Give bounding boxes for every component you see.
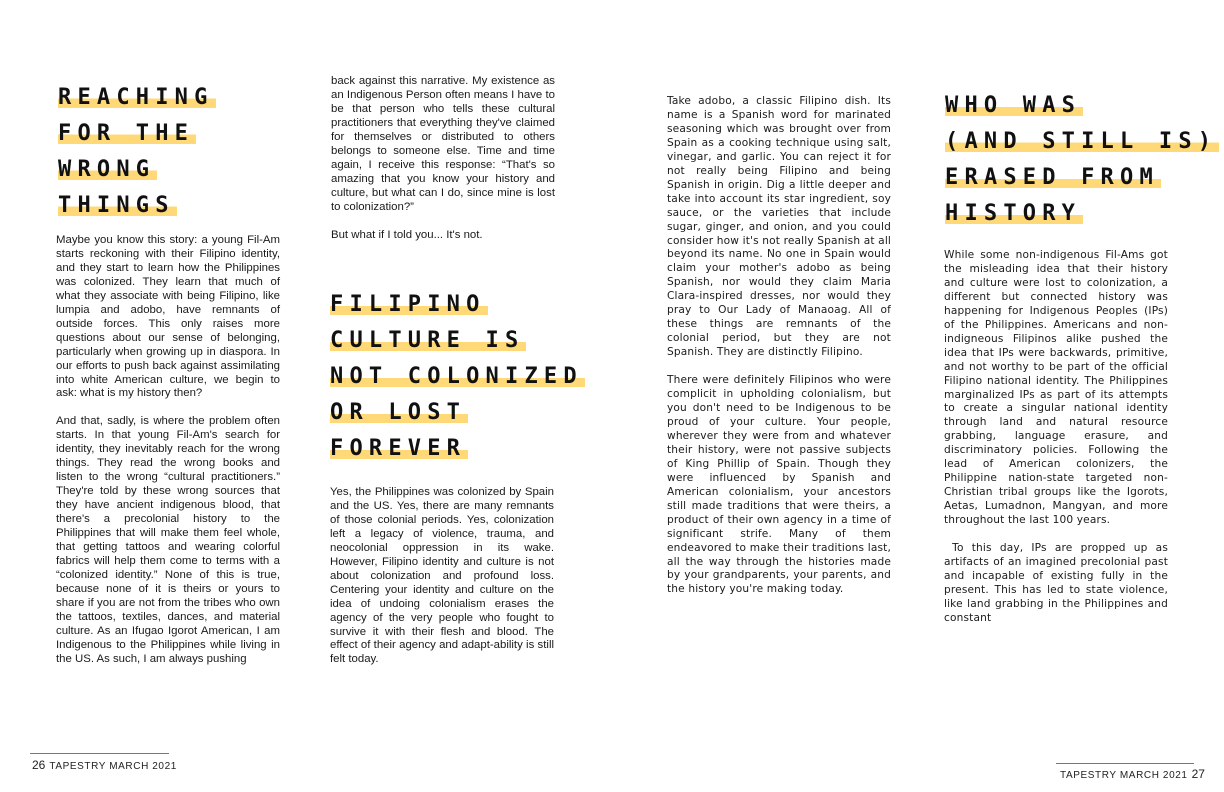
heading-line-text: WHO WAS	[945, 93, 1082, 118]
magazine-issue-left: TAPESTRY MARCH 2021	[49, 761, 177, 772]
heading-line	[330, 395, 585, 431]
body-paragraph: And that, sadly, is where the problem often starts. In that young Fil-Am's search for identity, they inevitably reach for the wrong things. They read the wrong books and listen to the wrong “cultural practitioners.” They're told by these wrong sources that they have ancient indigenous blood, that there's a precolonial history to the Philippines that will make them feel whole, that getting tattoos and wearing colorful fabrics will help them come to terms with a “colonized identity.” None of this is true, because none of it is theirs or yours to share if you are not from the tribes who own the tattoos, textiles, dances, and material culture. As an Ifugao Igorot American, I am Indigenous to the Philippines while living in the US. As such, I am always pushing	[56, 415, 280, 665]
heading-line	[58, 116, 216, 152]
heading-line	[330, 323, 585, 359]
right-folio	[1060, 767, 1205, 781]
heading-line	[945, 124, 1219, 160]
heading-line	[58, 188, 216, 224]
body-paragraph: There were definitely Filipinos who were complicit in upholding colonialism, but you don't need to be Indigenous to be proud of your culture. Your people, wherever they were from and whatever their history, were not passive subjects of King Phillip of Spain. Though they were influenced by Spanish and American colonialism, your ancestors still made traditions that were theirs, a product of their own agency in a time of significant strife. Many of them endeavored to make their traditions last, all the way through the histories made by your grandparents, your parents, and the history you're making today.	[667, 374, 891, 596]
column-2-body-continued	[330, 486, 554, 681]
heading-line	[58, 80, 216, 116]
heading-line-text: (AND STILL IS)	[945, 129, 1218, 154]
heading-line	[330, 359, 585, 395]
heading-line	[945, 88, 1219, 124]
page-number-right: 27	[1191, 767, 1205, 781]
heading-line	[58, 152, 216, 188]
heading-filipino-culture-is-not-colonized	[330, 287, 585, 467]
heading-line	[945, 160, 1219, 196]
column-3-body	[667, 95, 891, 611]
heading-line-text: CULTURE IS	[330, 328, 525, 353]
heading-reaching-for-the-wrong-things	[58, 80, 216, 224]
left-folio-rule	[30, 753, 169, 754]
heading-line	[330, 287, 585, 323]
body-paragraph: To this day, IPs are propped up as artifacts of an imagined precolonial past and incapable of existing fully in the present. This has led to state violence, like land grabbing in the Philippines and constant	[944, 542, 1168, 624]
heading-line-text: ERASED FROM	[945, 165, 1159, 190]
magazine-issue-right: TAPESTRY MARCH 2021	[1060, 770, 1188, 781]
heading-line	[330, 431, 585, 467]
heading-line-text: OR LOST	[330, 400, 467, 425]
heading-line-text: WRONG	[58, 157, 156, 182]
heading-line-text: REACHING	[58, 85, 214, 110]
body-paragraph: Take adobo, a classic Filipino dish. Its name is a Spanish word for marinated seasoning which was brought over from Spain as a cooking technique using salt, vinegar, and garlic. You can reject it for not really being Filipino and being Spanish in origin. Dig a little deeper and take into account its star ingredient, soy sauce, or the varieties that include sugar, ginger, and onion, and you could consider how it's not really Spanish at all beyond its name. No one in Spain would claim your mother's adobo as being Spanish, nor would they claim Maria Clara-inspired dresses, nor would they pray to Our Lady of Manaoag. All of these things are remnants of the colonial period, but they are not Spanish. They are distinctly Filipino.	[667, 95, 891, 359]
heading-line-text: FOREVER	[330, 436, 467, 461]
column-2-body	[331, 75, 555, 256]
column-1-body	[56, 234, 280, 681]
body-paragraph: back against this narrative. My existence as an Indigenous Person often means I have to be that person who tells these cultural practitioners that everything they've claimed for themselves or distributed to others belongs to someone else. Time and time again, I receive this response: “That's so amazing that you know your history and culture, but what can I do, since mine is lost to colonization?”	[331, 75, 555, 213]
body-paragraph: Yes, the Philippines was colonized by Spain and the US. Yes, there are many remnants of those colonial periods. Yes, colonization left a legacy of violence, trauma, and neocolonial oppression in its wake. However, Filipino identity and culture is not about colonization and profound loss. Centering your identity and culture on the idea of undoing colonialism erases the agency of the very people who fought to survive it with their flesh and blood. The effect of their agency and adapt-ability is still felt today.	[330, 486, 554, 666]
left-folio	[32, 758, 177, 772]
heading-line-text: FOR THE	[58, 121, 195, 146]
column-4-body	[944, 249, 1168, 640]
heading-line-text: THINGS	[58, 193, 175, 218]
right-folio-rule	[1056, 763, 1194, 764]
heading-line-text: FILIPINO	[330, 292, 486, 317]
heading-line	[945, 196, 1219, 232]
body-paragraph: But what if I told you... It's not.	[331, 228, 483, 241]
heading-who-was-erased-from-history	[945, 88, 1219, 232]
heading-line-text: HISTORY	[945, 201, 1082, 226]
page-number-left: 26	[32, 758, 46, 772]
heading-line-text: NOT COLONIZED	[330, 364, 583, 389]
body-paragraph: Maybe you know this story: a young Fil-Am starts reckoning with their Filipino identity, and they start to learn how the Philippines was colonized. They learn that much of what they associate with being Filipino, like lumpia and adobo, have remnants of outside forces. This only raises more questions about our sense of belonging, particularly when growing up in diaspora. In our efforts to push back against assimilating into white American culture, we begin to ask: what is my history then?	[56, 234, 280, 400]
body-paragraph: While some non-indigenous Fil-Ams got the misleading idea that their history and culture were lost to colonization, a different but connected history was happening for Indigenous Peoples (IPs) of the Philippines. Americans and non-indigneous Filipinos alike pushed the idea that IPs were backwards, primitive, and not worthy to be part of the official Filipino national identity. The Philippines marginalized IPs as part of its attempts to create a singular national identity through land and natural resource grabbing, language erasure, and discriminatory policies. Following the lead of American colonizers, the Philippine nation-state targeted non-Christian tribal groups like the Igorots, Aetas, Lumadnon, Mangyan, and more throughout the last 100 years.	[944, 249, 1168, 527]
